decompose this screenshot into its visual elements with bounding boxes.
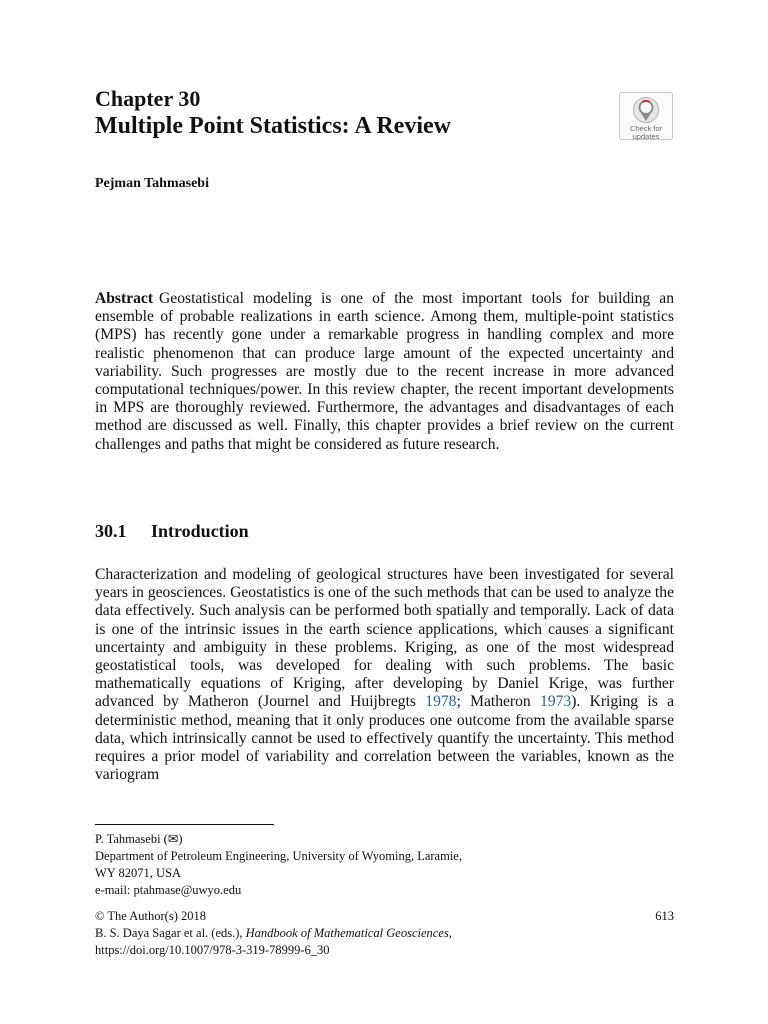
introduction-paragraph [95, 566, 674, 784]
footnote-divider [95, 824, 274, 825]
badge-label: Check for updates [629, 124, 663, 141]
chapter-title: Multiple Point Statistics: A Review [95, 113, 451, 139]
section-heading [95, 521, 249, 542]
section-number: 30.1 [95, 521, 127, 541]
copyright-line: © The Author(s) 2018 [95, 909, 206, 923]
footnote-department: Department of Petroleum Engineering, University of Wyoming, Laramie, [95, 849, 462, 863]
intro-text-part1: Characterization and modeling of geological structures have been investigated for several years in geosciences. Geostatistics is one of the such methods that can be used to analyze the data effectively. Such analysis can be performed both spatially and temporally. Lack of data is one of the intrinsic issues in the earth science applications, which causes a significant uncertainty and ambiguity in these problems. Kriging, as one of the most widespread geostatistical tools, was developed for dealing with such problems. The basic mathematically equations of Kriging, after developing by Daniel Krige, was further advanced by Matheron (Journel and Huijbregts [95, 566, 674, 711]
author-name: Pejman Tahmasebi [95, 176, 209, 191]
section-title: Introduction [151, 521, 249, 541]
page-number: 613 [655, 909, 674, 923]
footnote-email[interactable]: e-mail: ptahmase@uwyo.edu [95, 883, 242, 897]
intro-text-part2: ; Matheron [456, 693, 541, 711]
citation-journel-1978[interactable]: 1978 [425, 693, 457, 711]
citation-matheron-1973[interactable]: 1973 [540, 693, 572, 711]
abstract-text: Geostatistical modeling is one of the most important tools for building an ensemble of probable realizations in earth science. Among them, multiple-point statistics (MPS) has recently gone under a remarkable progress in handling complex and more realistic phenomenon that can produce large amount of the expected uncertainty and variability. Such progresses are mostly due to the recent increase in more advanced computational techniques/power. In this review chapter, the recent important developments in MPS are thoroughly reviewed. Furthermore, the advantages and disadvantages of each method are discussed as well. Finally, this chapter provides a brief review on the current challenges and paths that might be considered as future research. [95, 290, 674, 453]
check-for-updates-badge[interactable] [619, 92, 673, 140]
citation-line [95, 925, 674, 942]
author-footnote [95, 831, 462, 899]
editors-text: B. S. Daya Sagar et al. (eds.), [95, 926, 246, 940]
intro-text-part3: ). Kriging is a deterministic method, meaning that it only produces one outcome from the available sparse data, which intrinsically cannot be used to effectively quantify the uncertainty. This method requires a prior model of variability and correlation between the variables, known as the variogram [95, 693, 674, 784]
book-suffix: , [448, 926, 452, 940]
chapter-label: Chapter 30 [95, 86, 201, 111]
copyright-block [95, 908, 674, 959]
abstract-label: Abstract [95, 290, 154, 307]
footnote-author: P. Tahmasebi (✉) [95, 832, 183, 846]
book-title: Handbook of Mathematical Geosciences [245, 926, 449, 940]
footnote-address: WY 82071, USA [95, 866, 181, 880]
abstract [95, 290, 674, 454]
doi-link[interactable]: https://doi.org/10.1007/978-3-319-78999-6_30 [95, 943, 330, 957]
check-for-updates-icon [632, 96, 660, 124]
